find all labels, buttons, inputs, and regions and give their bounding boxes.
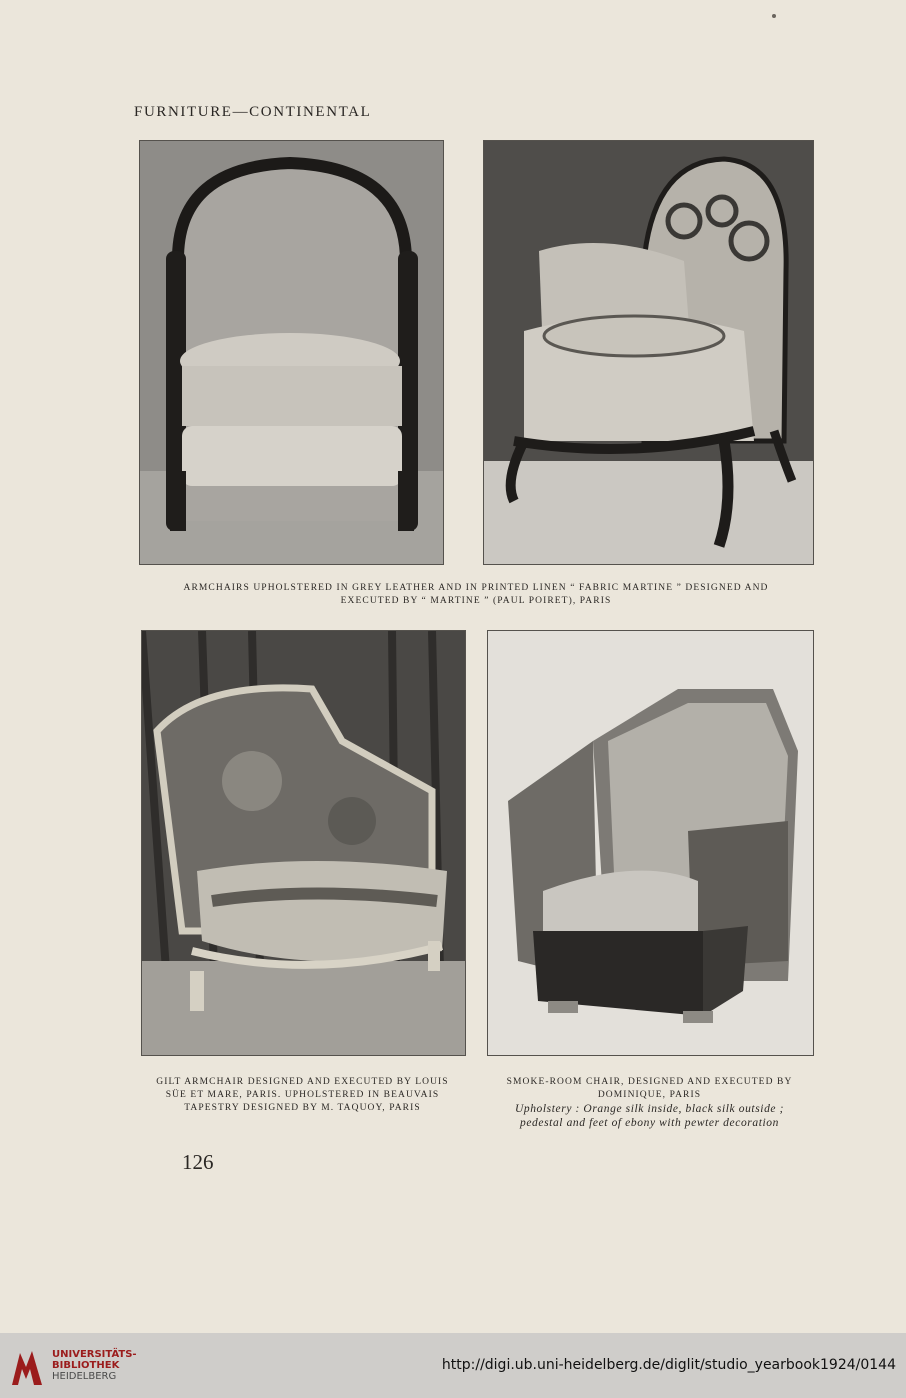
logo-line: UNIVERSITÄTS- xyxy=(52,1349,137,1360)
caption-bottom-right-line: SMOKE-ROOM CHAIR, DESIGNED AND EXECUTED BY xyxy=(506,1077,793,1087)
caption-bottom-right xyxy=(487,1076,812,1130)
photo-grey-leather-armchair xyxy=(139,140,444,565)
logo-line: BIBLIOTHEK xyxy=(52,1360,120,1371)
page-number: 126 xyxy=(182,1150,214,1174)
caption-upholstery-note: pedestal and feet of ebony with pewter decoration xyxy=(519,1117,780,1129)
caption-bottom-left-line: TAPESTRY DESIGNED BY M. TAQUOY, PARIS xyxy=(184,1103,421,1113)
source-url-link[interactable]: http://digi.ub.uni-heidelberg.de/diglit/studio_yearbook1924/0144 xyxy=(441,1357,896,1373)
photo-smoke-room-chair xyxy=(487,630,814,1056)
library-logo-text xyxy=(52,1349,137,1382)
logo-line: HEIDELBERG xyxy=(52,1371,117,1382)
footer-bar xyxy=(0,1333,906,1398)
caption-top xyxy=(140,582,812,608)
photo-printed-linen-armchair xyxy=(483,140,814,565)
caption-bottom-left-line: GILT ARMCHAIR DESIGNED AND EXECUTED BY LOUIS xyxy=(156,1077,449,1087)
caption-bottom-left xyxy=(141,1076,464,1115)
caption-bottom-left-line: SÜE ET MARE, PARIS. UPHOLSTERED IN BEAUVAIS xyxy=(165,1090,440,1100)
caption-bottom-right-line: DOMINIQUE, PARIS xyxy=(597,1090,702,1100)
speck xyxy=(772,14,776,18)
running-head: FURNITURE—CONTINENTAL xyxy=(134,104,372,120)
caption-top-line: ARMCHAIRS UPHOLSTERED IN GREY LEATHER AND IN PRINTED LINEN “ FABRIC MARTINE ” DESIGNED AND xyxy=(183,583,769,593)
caption-upholstery-note: Upholstery : Orange silk inside, black silk outside ; xyxy=(514,1103,785,1115)
university-library-logo-icon xyxy=(10,1347,44,1387)
photo-gilt-armchair xyxy=(141,630,466,1056)
caption-top-line: EXECUTED BY “ MARTINE ” (PAUL POIRET), PARIS xyxy=(340,596,612,606)
